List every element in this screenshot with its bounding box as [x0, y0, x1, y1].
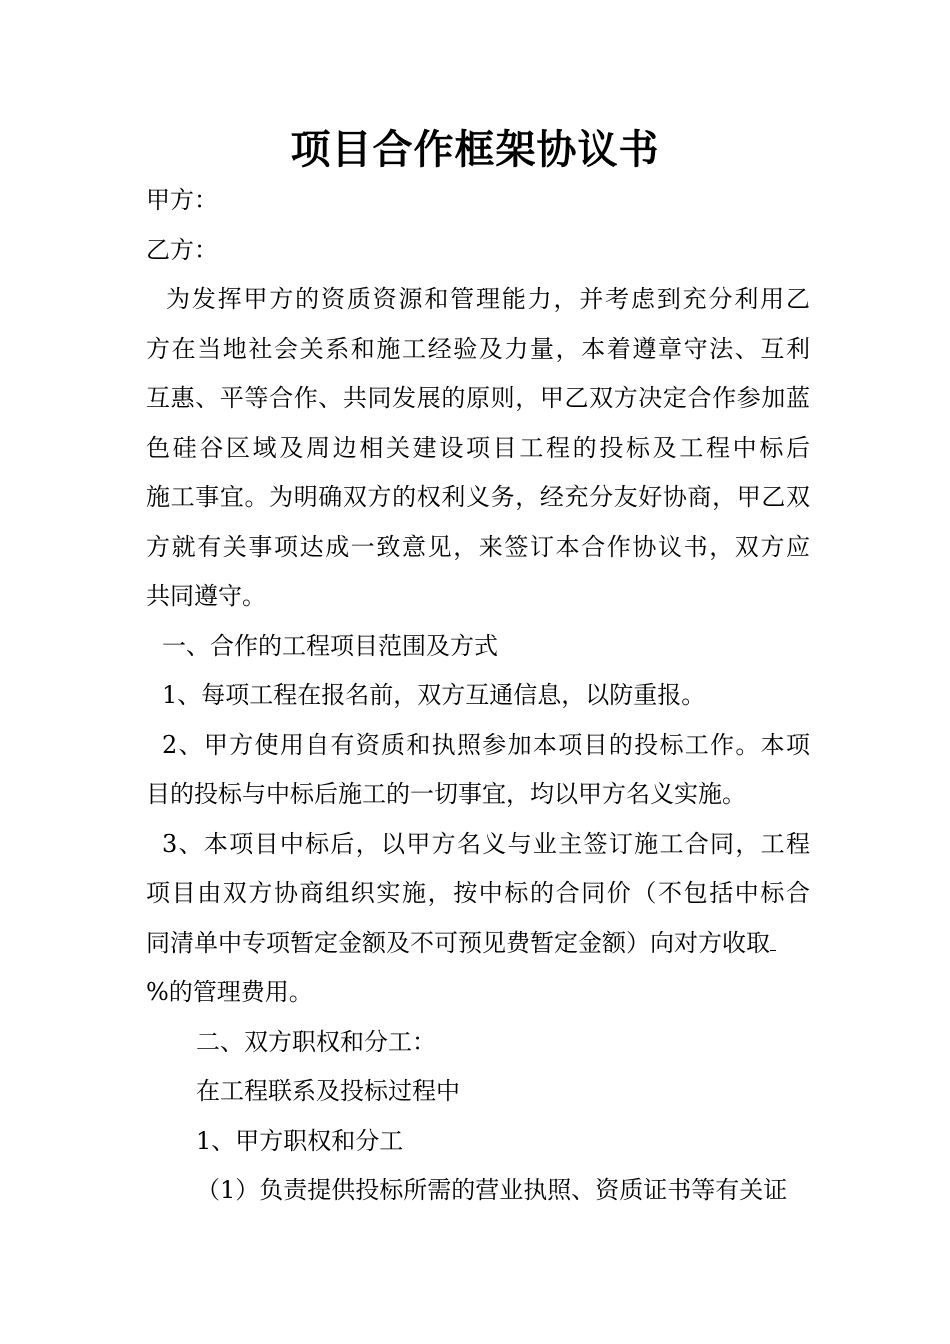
intro-line: 施工事宜。为明确双方的权利义务，经充分友好协商，甲乙双 — [146, 483, 810, 511]
section1-item3-line: 3、本项目中标后，以甲方名义与业主签订施工合同，工程 — [162, 829, 810, 858]
section2-item1: 1、甲方职权和分工 — [196, 1126, 404, 1155]
section1-item2-line: 2、甲方使用自有资质和执照参加本项目的投标工作。本项 — [162, 730, 810, 759]
intro-line: 色硅谷区域及周边相关建设项目工程的投标及工程中标后 — [146, 433, 810, 462]
section1-item3-text: 同清单中专项暂定金额及不可预见费暂定金额）向对方收取 — [146, 928, 770, 957]
party-b-label: 乙方： — [146, 235, 218, 264]
section2-item1-1: （1）负责提供投标所需的营业执照、资质证书等有关证 — [196, 1176, 788, 1204]
intro-line: 方在当地社会关系和施工经验及力量，本着遵章守法、互利 — [146, 334, 810, 363]
section1-item3-line — [146, 919, 810, 969]
section1-item2-line: 目的投标与中标后施工的一切事宜，均以甲方名义实施。 — [146, 780, 746, 808]
document-body — [146, 176, 810, 1216]
intro-line: 方就有关事项达成一致意见，来签订本合作协议书，双方应 — [146, 532, 810, 561]
section1-heading: 一、合作的工程项目范围及方式 — [162, 631, 498, 660]
section1-item3-line: 项目由双方协商组织实施，按中标的合同价（不包括中标合 — [146, 879, 810, 907]
intro-line: 为发挥甲方的资质资源和管理能力，并考虑到充分利用乙 — [166, 285, 810, 313]
section2-subheading: 在工程联系及投标过程中 — [196, 1077, 460, 1105]
section1-item1: 1、每项工程在报名前，双方互通信息，以防重报。 — [162, 681, 706, 709]
section2-heading: 二、双方职权和分工： — [196, 1027, 436, 1056]
intro-line: 共同遵守。 — [146, 582, 266, 610]
document-title: 项目合作框架协议书 — [290, 126, 660, 173]
party-a-label: 甲方： — [146, 186, 218, 214]
intro-line: 互惠、平等合作、共同发展的原则，甲乙双方决定合作参加蓝 — [146, 384, 810, 412]
fee-blank-underline — [770, 922, 776, 951]
section1-item3-line: %的管理费用。 — [146, 978, 313, 1006]
